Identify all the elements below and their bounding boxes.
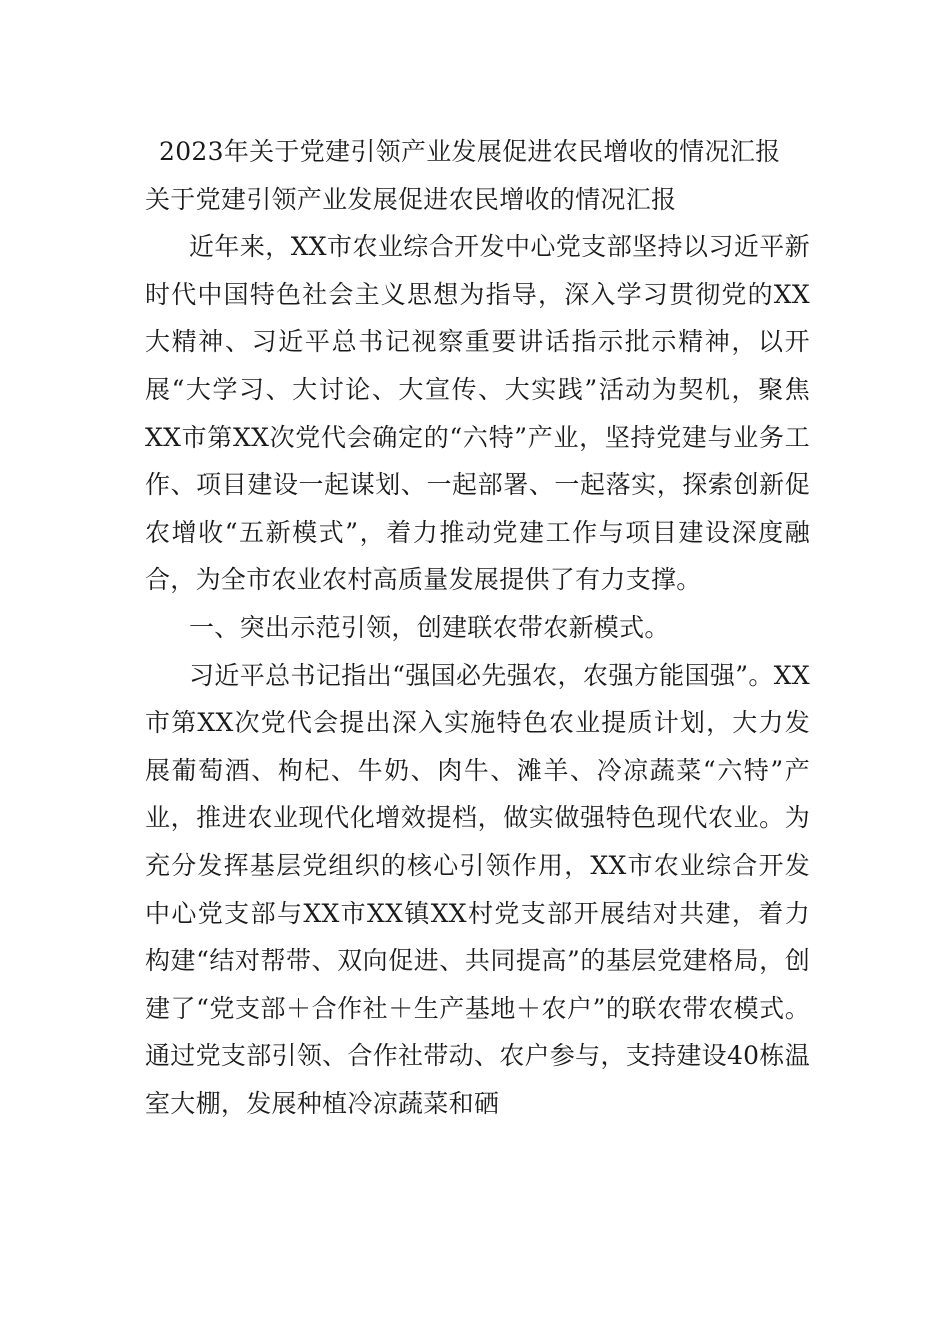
document-title: 2023年关于党建引领产业发展促进农民增收的情况汇报 (159, 137, 781, 166)
section-heading: 一、突出示范引领，创建联农带农新模式。 (189, 612, 670, 642)
section-paragraph: 习近平总书记指出“强国必先强农，农强方能国强”。XX市第XX次党代会提出深入实施特色农业提质计划，大力发展葡萄酒、枸杞、牛奶、肉牛、滩羊、冷凉蔬菜“六特”产业，推进农业现代化增效提档，做实做强特色现代农业。为充分发挥基层党组织的核心引领作用，XX市农业综合开发中心党支部与XX市XX镇XX村党支部开展结对共建，着力构建“结对帮带、双向促进、共同提高”的基层党建格局，创建了“党支部＋合作社＋生产基地＋农户”的联农带农模式。通过党支部引领、合作社带动、农户参与，支持建设40栋温室大棚，发展种植冷凉蔬菜和硒 (145, 660, 810, 1118)
intro-paragraph: 近年来，XX市农业综合开发中心党支部坚持以习近平新时代中国特色社会主义思想为指导，深入学习贯彻党的XX大精神、习近平总书记视察重要讲话指示批示精神，以开展“大学习、大讨论、大宣传、大实践”活动为契机，聚焦XX市第XX次党代会确定的“六特”产业，坚持党建与业务工作、项目建设一起谋划、一起部署、一起落实，探索创新促农增收“五新模式”，着力推动党建工作与项目建设深度融合，为全市农业农村高质量发展提供了有力支撑。 (145, 232, 810, 595)
document-body (145, 128, 810, 1127)
document-subtitle: 关于党建引领产业发展促进农民增收的情况汇报 (145, 184, 677, 214)
